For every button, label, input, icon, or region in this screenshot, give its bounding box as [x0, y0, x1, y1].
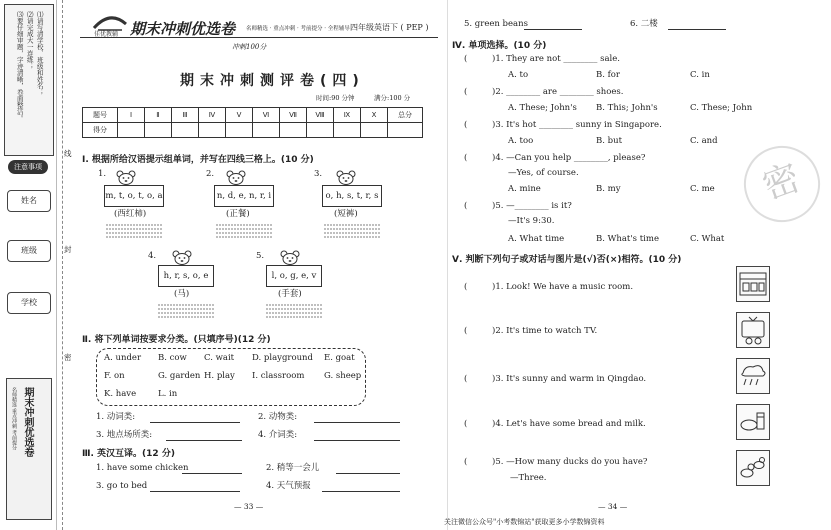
word-option: G. sheep	[324, 371, 362, 381]
section-2-title: Ⅱ. 将下列单词按要求分类。(只填序号)(12 分)	[82, 335, 271, 345]
word-option: E. goat	[324, 353, 355, 363]
translation-item: 2. 稍等一会儿	[266, 463, 320, 473]
translation-item: 3. go to bed	[96, 481, 148, 491]
answer-blank[interactable]	[166, 440, 242, 441]
publisher-name: 佳优教辅	[94, 31, 119, 38]
bread-milk-picture-icon	[736, 404, 770, 440]
answer-paren[interactable]: (	[464, 120, 468, 130]
classroom-picture-icon	[736, 266, 770, 302]
answer-paren[interactable]: (	[464, 457, 468, 467]
word-item-number: 1.	[98, 169, 107, 179]
mc-option[interactable]: A. too	[508, 136, 534, 146]
judge-sentence: )4. Let's have some bread and milk.	[492, 419, 646, 429]
answer-paren[interactable]: (	[464, 201, 468, 211]
mc-option[interactable]: B. What's time	[596, 234, 659, 244]
word-option: F. on	[104, 371, 125, 381]
ducks-picture-icon	[736, 450, 770, 486]
word-option: I. classroom	[252, 371, 305, 381]
word-item-number: 2.	[206, 169, 215, 179]
notice-line-3: ⑶要仔细审题，字迹清晰，卷面整洁。	[15, 11, 24, 122]
category-label: 1. 动词类:	[96, 412, 136, 422]
mc-question-reply: —Yes, of course.	[508, 168, 579, 178]
word-option: H. play	[204, 371, 235, 381]
page-number-right: — 34 —	[598, 502, 628, 511]
header-sub: 冲刺100分	[232, 43, 267, 51]
chinese-hint: (西红柿)	[114, 209, 147, 219]
four-line-grid[interactable]	[324, 223, 380, 237]
cut-line	[62, 0, 63, 530]
answer-blank[interactable]	[150, 491, 240, 492]
bear-icon	[116, 170, 136, 185]
bear-icon	[336, 170, 356, 185]
judge-sentence-reply: —Three.	[510, 473, 547, 483]
answer-paren[interactable]: (	[464, 87, 468, 97]
time-limit: 时间:90 分钟	[316, 94, 355, 102]
answer-paren[interactable]: (	[464, 282, 468, 292]
mc-option[interactable]: C. in	[690, 70, 710, 80]
publisher-logo-icon	[92, 14, 128, 32]
score-table-cell: Ⅴ	[226, 108, 253, 123]
score-table	[82, 107, 423, 138]
translation-item: 5. green beans	[464, 19, 528, 29]
margin-mark-xian: 线	[64, 149, 72, 158]
sidebar-brand-sub: 名师精选 重点冲刺 考前提分	[11, 387, 17, 451]
chinese-hint: (正餐)	[226, 209, 250, 219]
score-input-cell[interactable]	[145, 123, 172, 138]
mc-question: )3. It's hot ________ sunny in Singapore.	[492, 120, 662, 130]
score-input-cell[interactable]	[199, 123, 226, 138]
sidebar-brand-box	[6, 378, 52, 520]
word-option: C. wait	[204, 353, 235, 363]
mc-question-reply: —It's 9:30.	[508, 216, 555, 226]
bear-icon	[226, 170, 246, 185]
notice-line-2: ⑵请完成大一连练；	[25, 11, 34, 70]
four-line-grid[interactable]	[158, 303, 214, 317]
score-table-cell: Ⅱ	[145, 108, 172, 123]
letters-card: o, h, s, t, r, s	[322, 185, 382, 207]
translation-item: 6. 二楼	[630, 19, 658, 29]
category-label: 3. 地点场所类:	[96, 430, 153, 440]
score-table-cell: 总分	[388, 108, 423, 123]
mc-option[interactable]: C. me	[690, 184, 715, 194]
section-4-title: Ⅳ. 单项选择。(10 分)	[452, 41, 547, 51]
score-input-cell[interactable]	[226, 123, 253, 138]
score-input-cell[interactable]	[307, 123, 334, 138]
four-line-grid[interactable]	[106, 223, 162, 237]
mc-option[interactable]: B. for	[596, 70, 620, 80]
judge-sentence: )2. It's time to watch TV.	[492, 326, 598, 336]
letters-card: m, t, o, t, o, a	[104, 185, 164, 207]
mc-option[interactable]: C. These; John	[690, 103, 753, 113]
answer-paren[interactable]: (	[464, 419, 468, 429]
header-grade: 四年级英语下 ( PEP )	[350, 23, 429, 32]
mc-question: )5. —________ is it?	[492, 201, 572, 211]
page-title: 期末冲刺测评卷(四)	[180, 73, 365, 89]
tv-picture-icon	[736, 312, 770, 348]
sidebar-brand: 期末冲刺优选卷	[22, 387, 33, 457]
score-input-cell[interactable]	[334, 123, 361, 138]
mc-option[interactable]: C. and	[690, 136, 718, 146]
score-table-cell: Ⅵ	[253, 108, 280, 123]
score-table-cell: Ⅰ	[118, 108, 145, 123]
word-option: A. under	[104, 353, 142, 363]
score-table-cell: Ⅸ	[334, 108, 361, 123]
header-slogan: 名师精选 · 重点冲刺 · 考前提分 · 全程辅导	[246, 26, 350, 32]
letters-card: h, r, s, o, e	[158, 265, 214, 287]
four-line-grid[interactable]	[266, 303, 322, 317]
four-line-grid[interactable]	[216, 223, 272, 237]
mc-option[interactable]: B. but	[596, 136, 622, 146]
translation-item: 4. 天气预报	[266, 481, 311, 491]
answer-blank[interactable]	[314, 440, 400, 441]
answer-paren[interactable]: (	[464, 374, 468, 384]
word-option: L. in	[158, 389, 178, 399]
score-input-cell[interactable]	[361, 123, 388, 138]
letters-card: l, o, g, e, v	[266, 265, 322, 287]
word-item-number: 5.	[256, 251, 265, 261]
word-option: B. cow	[158, 353, 187, 363]
category-label: 4. 介词类:	[258, 430, 298, 440]
score-table-header-row	[83, 108, 423, 123]
score-table-cell: Ⅹ	[361, 108, 388, 123]
name-field[interactable]: 姓名	[7, 190, 51, 212]
score-table-cell: 题号	[83, 108, 118, 123]
class-field[interactable]: 班级	[7, 240, 51, 262]
school-field[interactable]: 学校	[7, 292, 51, 314]
answer-blank[interactable]	[668, 29, 726, 30]
chinese-hint: (短裤)	[334, 209, 358, 219]
notice-panel	[4, 4, 54, 156]
full-score: 满分:100 分	[374, 94, 411, 102]
word-item-number: 4.	[148, 251, 157, 261]
judge-sentence: )3. It's sunny and warm in Qingdao.	[492, 374, 647, 384]
answer-blank[interactable]	[150, 422, 240, 423]
score-input-cell[interactable]	[253, 123, 280, 138]
score-table-score-row	[83, 123, 423, 138]
header-rule	[80, 37, 438, 38]
page-number-left: — 33 —	[234, 502, 264, 511]
mc-option[interactable]: B. my	[596, 184, 621, 194]
margin-mark-mi: 密	[64, 353, 72, 362]
score-input-cell[interactable]	[172, 123, 199, 138]
mc-option[interactable]: A. These; John's	[508, 103, 577, 113]
notice-badge: 注意事项	[8, 160, 48, 174]
judge-sentence: )1. Look! We have a music room.	[492, 282, 634, 292]
translation-item: 1. have some chicken	[96, 463, 189, 473]
word-option: D. playground	[252, 353, 313, 363]
confidential-stamp: 密	[733, 135, 830, 232]
answer-paren[interactable]: (	[464, 326, 468, 336]
answer-blank[interactable]	[336, 473, 400, 474]
score-table-cell: Ⅶ	[280, 108, 307, 123]
answer-blank[interactable]	[182, 473, 242, 474]
mc-question: )1. They are not ________ sale.	[492, 54, 620, 64]
rainy-picture-icon	[736, 358, 770, 394]
mc-option[interactable]: B. This; John's	[596, 103, 658, 113]
margin-mark-feng: 封	[64, 245, 72, 254]
score-table-cell: Ⅲ	[172, 108, 199, 123]
word-option: K. have	[104, 389, 137, 399]
mc-question: )4. —Can you help ________, please?	[492, 153, 646, 163]
letters-card: n, d, e, n, r, i	[214, 185, 274, 207]
word-item-number: 3.	[314, 169, 323, 179]
mc-option[interactable]: C. What	[690, 234, 725, 244]
chinese-hint: (手套)	[278, 289, 302, 299]
category-label: 2. 动物类:	[258, 412, 298, 422]
header-brand: 期末冲刺优选卷	[130, 20, 236, 38]
score-table-cell: Ⅳ	[199, 108, 226, 123]
section-1-title: Ⅰ. 根据所给汉语提示组单词，并写在四线三格上。(10 分)	[82, 155, 314, 165]
answer-blank[interactable]	[524, 29, 582, 30]
footer-note: 关注微信公众号"小考数锦站"获取更多小学数锦资料	[444, 518, 605, 526]
mc-option[interactable]: A. What time	[508, 234, 565, 244]
answer-blank[interactable]	[314, 422, 400, 423]
answer-paren[interactable]: (	[464, 153, 468, 163]
score-table-cell: Ⅷ	[307, 108, 334, 123]
bear-icon	[172, 250, 192, 265]
answer-blank[interactable]	[322, 491, 400, 492]
mc-option[interactable]: A. mine	[508, 184, 541, 194]
score-input-cell[interactable]	[280, 123, 307, 138]
notice-line-1: ⑴请写清学校、班级和姓名；	[35, 11, 44, 96]
chinese-hint: (马)	[174, 289, 190, 299]
score-input-cell[interactable]	[118, 123, 145, 138]
mc-question: )2. ________ are ________ shoes.	[492, 87, 624, 97]
section-5-title: Ⅴ. 判断下列句子或对话与图片是(√)否(×)相符。(10 分)	[452, 255, 682, 265]
score-table-cell: 得分	[83, 123, 118, 138]
score-input-cell[interactable]	[388, 123, 423, 138]
mc-option[interactable]: A. to	[508, 70, 529, 80]
section-3-title: Ⅲ. 英汉互译。(12 分)	[82, 449, 175, 459]
page-divider	[447, 0, 448, 530]
answer-paren[interactable]: (	[464, 54, 468, 64]
binding-sidebar	[0, 0, 57, 530]
bear-icon	[280, 250, 300, 265]
judge-sentence: )5. —How many ducks do you have?	[492, 457, 648, 467]
word-option: G. garden	[158, 371, 201, 381]
